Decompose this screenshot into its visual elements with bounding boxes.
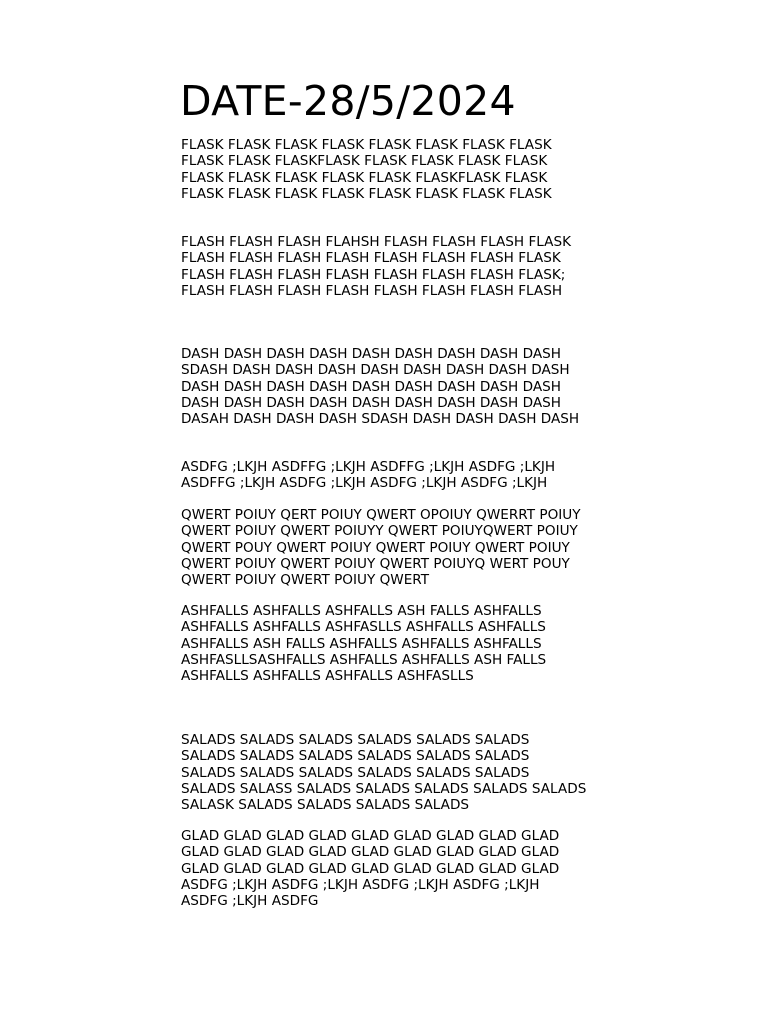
text-line: SALASK SALADS SALADS SALADS SALADS bbox=[181, 797, 470, 814]
text-line: GLAD GLAD GLAD GLAD GLAD GLAD GLAD GLAD GLAD bbox=[181, 860, 560, 877]
text-line: ASDFFG ;LKJH ASDFG ;LKJH ASDFG ;LKJH ASDFG ;LKJH bbox=[181, 475, 548, 492]
text-line: SALADS SALADS SALADS SALADS SALADS SALADS bbox=[181, 732, 530, 748]
text-line: QWERT POIUY QWERT POIUYY QWERT POIUYQWERT POIUY bbox=[181, 523, 578, 540]
paragraph-asdfg bbox=[181, 459, 555, 492]
text-line: QWERT POUY QWERT POIUY QWERT POIUY QWERT POIUY bbox=[181, 539, 570, 556]
text-line: ASHFALLS ASH FALLS ASHFALLS ASHFALLS ASHFALLS bbox=[181, 635, 542, 652]
text-line: ASDFG ;LKJH ASDFFG ;LKJH ASDFFG ;LKJH ASDFG ;LKJH bbox=[181, 459, 556, 475]
text-line: DASAH DASH DASH DASH SDASH DASH DASH DASH DASH bbox=[181, 411, 580, 428]
text-line: ASHFALLS ASHFALLS ASHFASLLS ASHFALLS ASHFALLS bbox=[181, 619, 546, 636]
text-line: DASH DASH DASH DASH DASH DASH DASH DASH DASH bbox=[181, 394, 561, 411]
text-line: GLAD GLAD GLAD GLAD GLAD GLAD GLAD GLAD GLAD bbox=[181, 844, 560, 861]
text-line: QWERT POIUY QWERT POIUY QWERT POIUYQ WERT POUY bbox=[181, 555, 570, 572]
paragraph-glad bbox=[181, 828, 559, 909]
text-line: FLASK FLASK FLASK FLASK FLASK FLASK FLASK FLASK bbox=[181, 137, 552, 153]
paragraph-dash bbox=[181, 346, 579, 427]
text-line: ASHFASLLSASHFALLS ASHFALLS ASHFALLS ASH FALLS bbox=[181, 651, 547, 668]
text-line: QWERT POIUY QWERT POIUY QWERT bbox=[181, 572, 430, 589]
text-line: ASHFALLS ASHFALLS ASHFALLS ASHFASLLS bbox=[181, 668, 474, 685]
text-line: ASHFALLS ASHFALLS ASHFALLS ASH FALLS ASHFALLS bbox=[181, 603, 542, 619]
paragraph-flash bbox=[181, 234, 571, 299]
paragraph-qwert bbox=[181, 507, 581, 588]
text-line: SALADS SALASS SALADS SALADS SALADS SALADS SALADS bbox=[181, 780, 587, 797]
text-line: ASDFG ;LKJH ASDFG ;LKJH ASDFG ;LKJH ASDFG ;LKJH bbox=[181, 876, 540, 893]
paragraph-flask bbox=[181, 137, 552, 202]
text-line: ASDFG ;LKJH ASDFG bbox=[181, 893, 319, 910]
document-date: DATE-28/5/2024 bbox=[180, 77, 516, 125]
text-line: FLASK FLASK FLASK FLASK FLASK FLASKFLASK FLASK bbox=[181, 169, 548, 186]
text-line: GLAD GLAD GLAD GLAD GLAD GLAD GLAD GLAD GLAD bbox=[181, 828, 560, 844]
text-line: DASH DASH DASH DASH DASH DASH DASH DASH DASH bbox=[181, 378, 561, 395]
text-line: SALADS SALADS SALADS SALADS SALADS SALADS bbox=[181, 764, 530, 781]
text-line: SALADS SALADS SALADS SALADS SALADS SALADS bbox=[181, 748, 530, 765]
text-line: FLASK FLASK FLASK FLASK FLASK FLASK FLASK FLASK bbox=[181, 185, 552, 202]
paragraph-ashfalls bbox=[181, 603, 546, 684]
text-line: DASH DASH DASH DASH DASH DASH DASH DASH DASH bbox=[181, 346, 561, 362]
text-line: FLASH FLASH FLASH FLASH FLASH FLASH FLASH FLASH bbox=[181, 282, 563, 299]
text-line: SDASH DASH DASH DASH DASH DASH DASH DASH DASH bbox=[181, 362, 570, 379]
text-line: QWERT POIUY QERT POIUY QWERT OPOIUY QWERRT POIUY bbox=[181, 507, 581, 523]
text-line: FLASK FLASK FLASKFLASK FLASK FLASK FLASK FLASK bbox=[181, 153, 548, 170]
text-line: FLASH FLASH FLASH FLAHSH FLASH FLASH FLASH FLASK bbox=[181, 234, 571, 250]
text-line: FLASH FLASH FLASH FLASH FLASH FLASH FLASH FLASK; bbox=[181, 266, 566, 283]
paragraph-salads bbox=[181, 732, 586, 813]
text-line: FLASH FLASH FLASH FLASH FLASH FLASH FLASH FLASK bbox=[181, 250, 561, 267]
